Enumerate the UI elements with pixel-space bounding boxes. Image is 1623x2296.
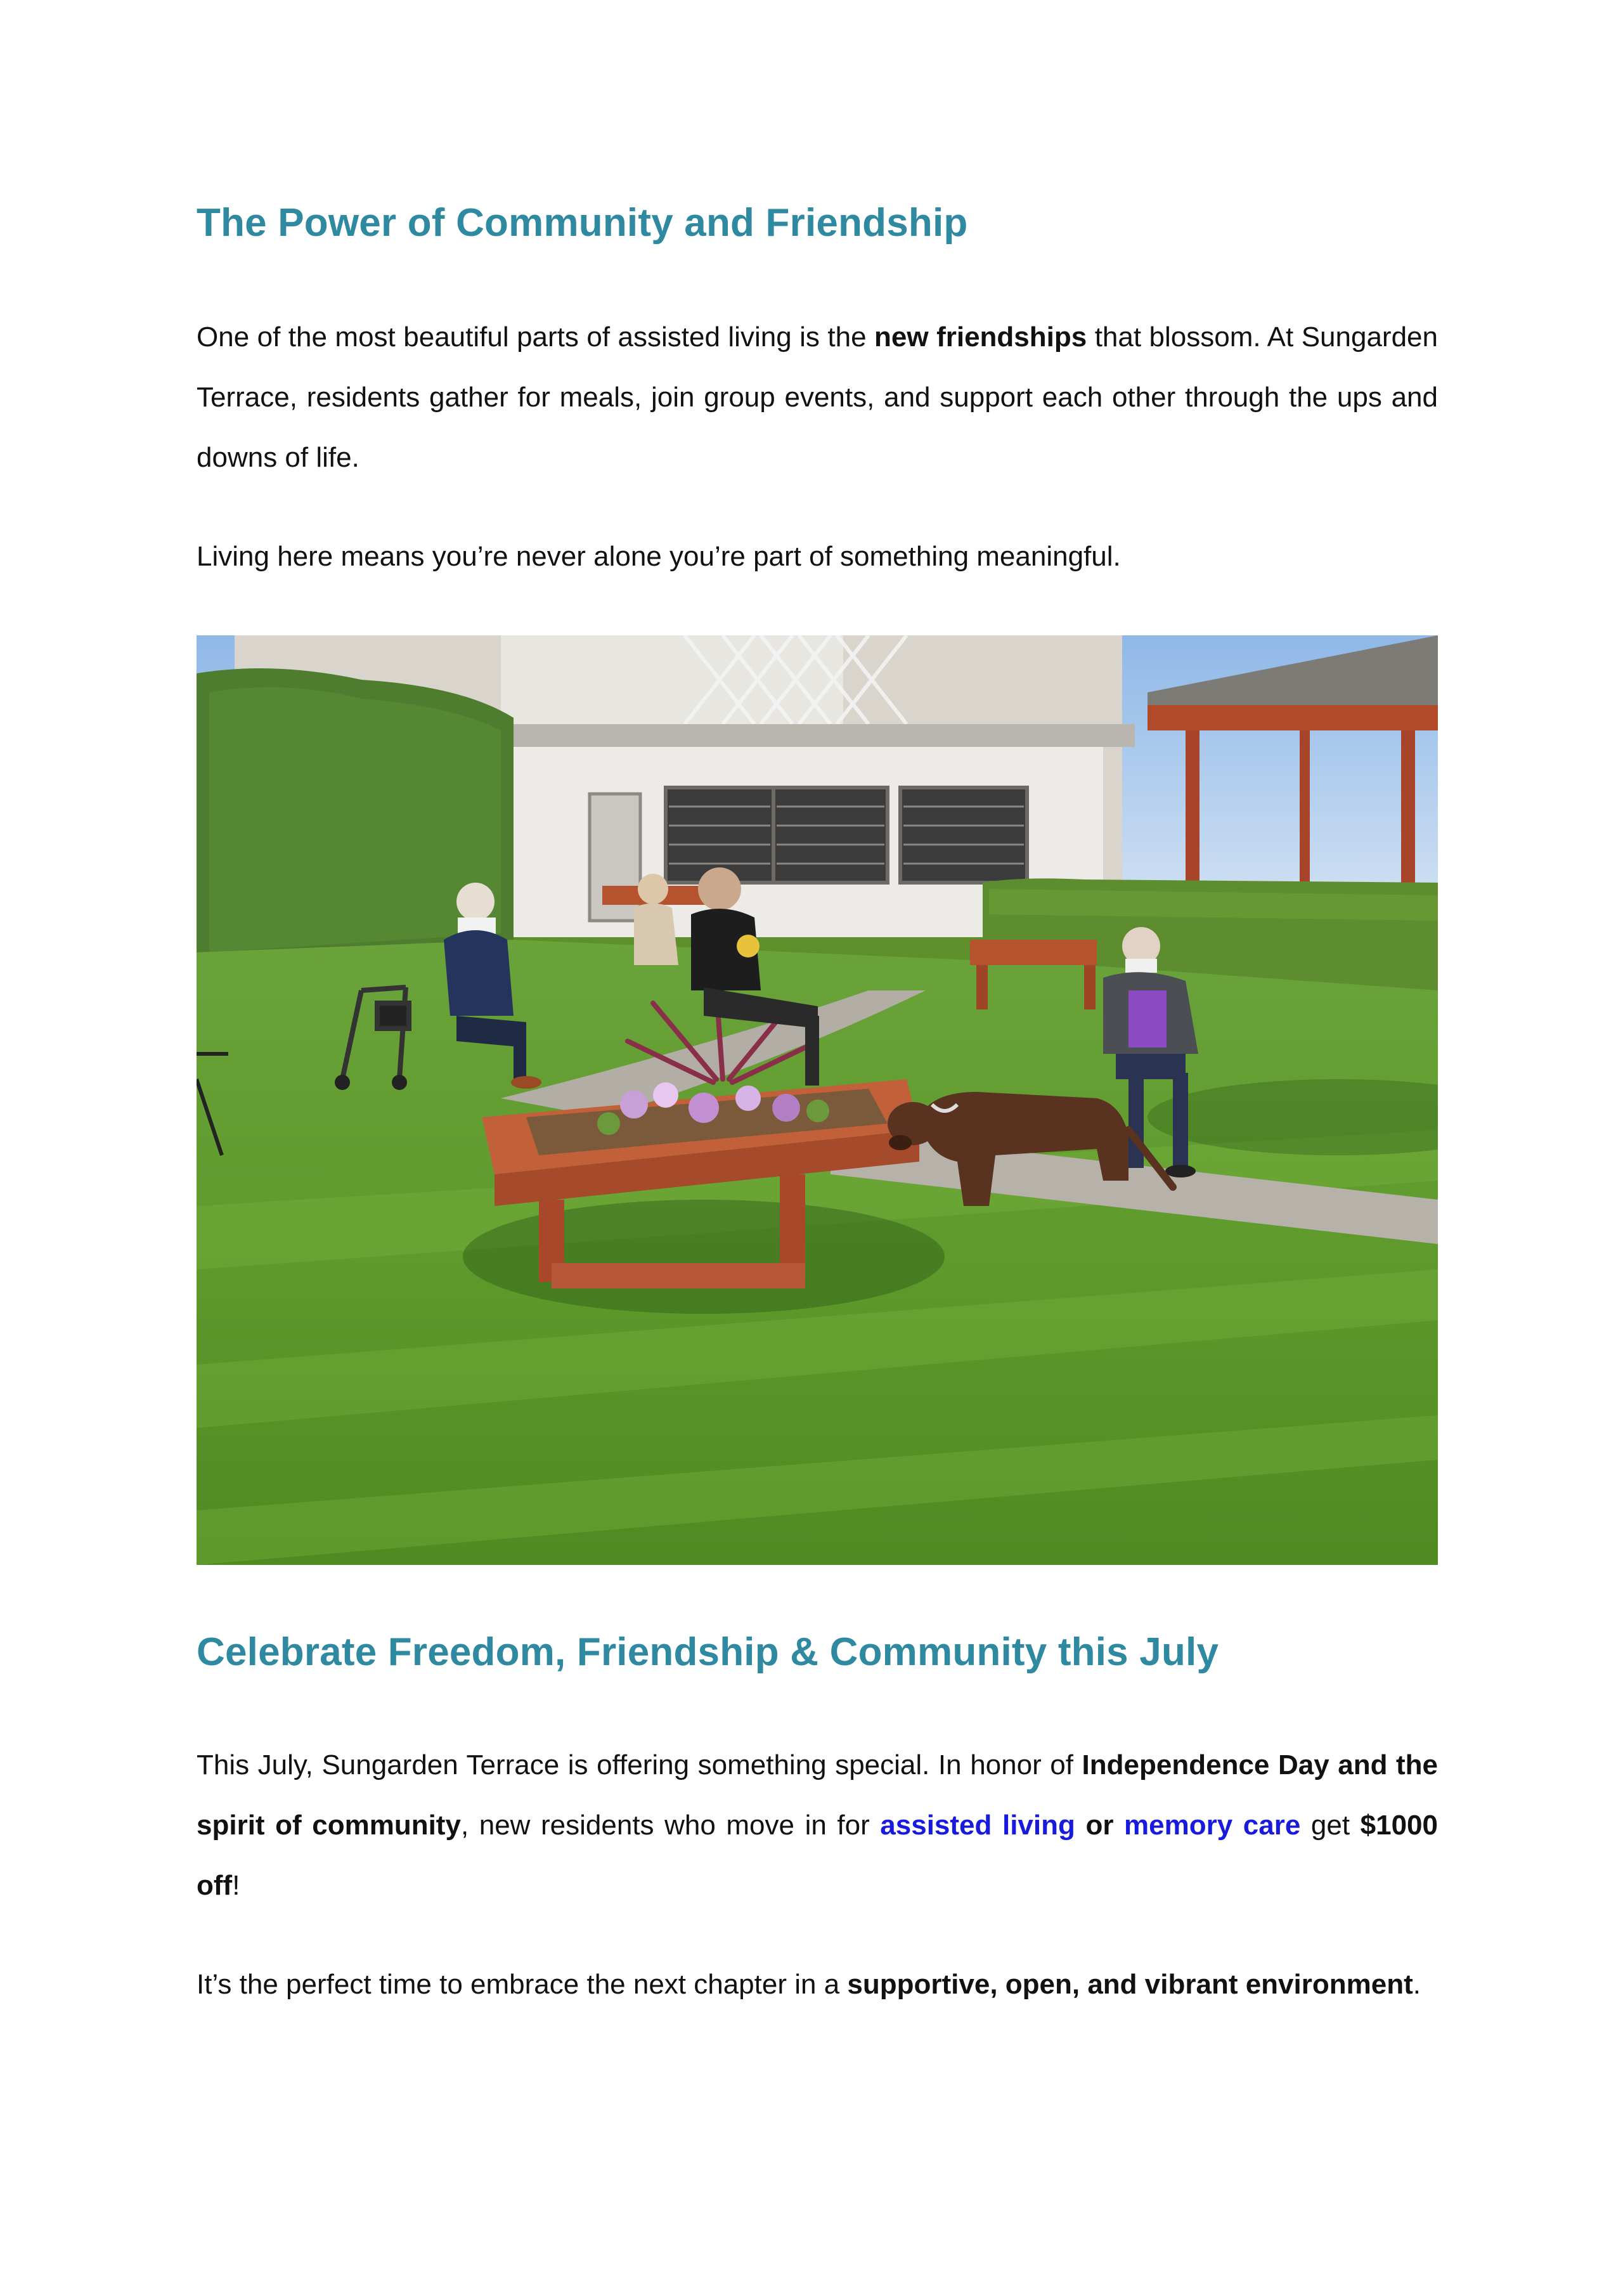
bold-discount: $1000 off [197, 1810, 1438, 1901]
assisted-living-link[interactable]: assisted living [880, 1810, 1075, 1841]
text-segment [1075, 1810, 1086, 1841]
bold-or: or [1085, 1810, 1114, 1841]
courtyard-photo [197, 635, 1438, 1565]
paragraph-friendships [197, 307, 1438, 488]
bold-environment: supportive, open, and vibrant environment [847, 1969, 1413, 2000]
text-segment [1113, 1810, 1124, 1841]
paragraph-never-alone: Living here means you’re never alone you’re part of something meaningful. [197, 541, 1121, 572]
text-segment: This July, Sungarden Terrace is offering something special. In honor of [197, 1749, 1082, 1780]
text-segment: It’s the perfect time to embrace the next chapter in a [197, 1969, 848, 2000]
text-segment: One of the most beautiful parts of assisted living is the [197, 321, 875, 353]
text-segment: , new residents who move in for [460, 1810, 881, 1841]
paragraph-next-chapter [197, 1954, 1438, 2014]
section-heading-community: The Power of Community and Friendship [197, 201, 968, 245]
memory-care-link[interactable]: memory care [1124, 1810, 1301, 1841]
paragraph-july-offer [197, 1735, 1438, 1916]
section-heading-celebrate: Celebrate Freedom, Friendship & Community this July [197, 1630, 1219, 1674]
text-segment: ! [232, 1870, 240, 1901]
bold-text: new friendships [874, 321, 1087, 353]
text-segment: . [1413, 1969, 1421, 2000]
text-segment: that blossom. At Sungarden Terrace, residents gather for meals, join group events, and support each other through the ups and downs of life. [197, 321, 1438, 473]
bold-independence-day: Independence Day and the spirit of community [197, 1749, 1438, 1841]
text-segment: get [1300, 1810, 1361, 1841]
